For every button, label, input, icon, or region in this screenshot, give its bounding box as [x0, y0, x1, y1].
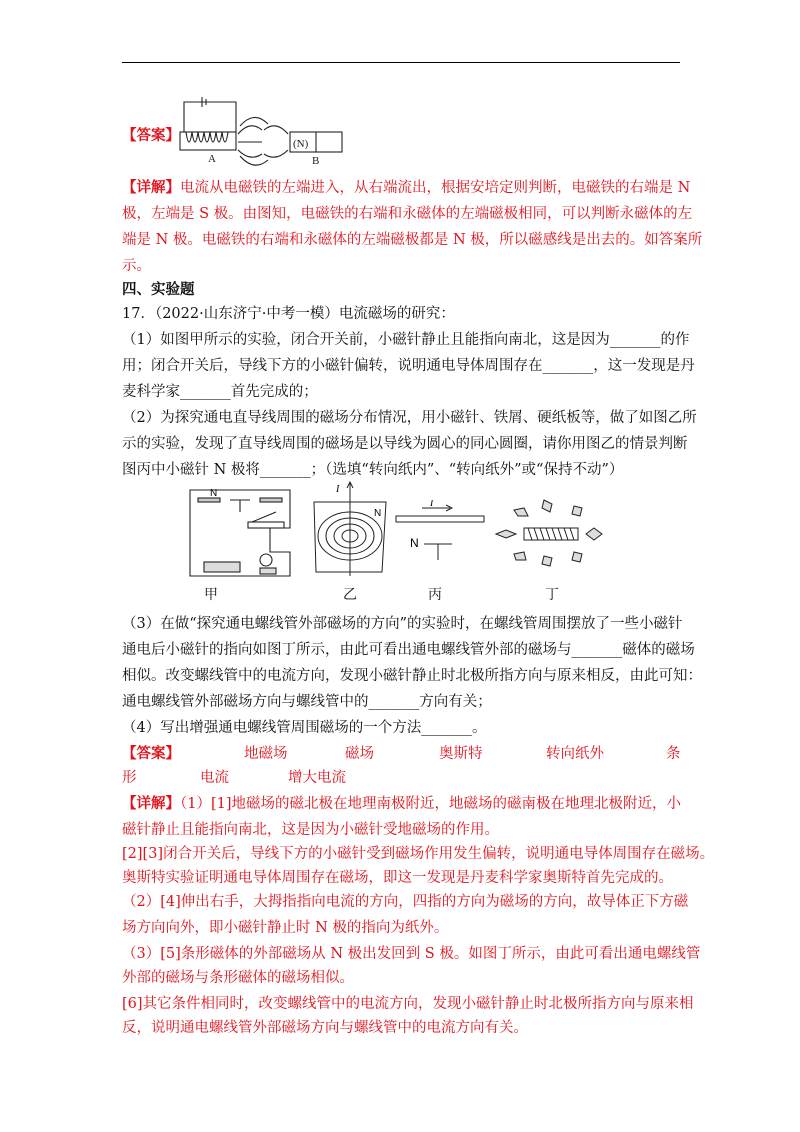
- detail-line-8: 外部的磁场与条形磁体的磁场相似。: [122, 970, 354, 986]
- fig-label-n: (N): [293, 138, 309, 150]
- answer-item-2: 磁场: [345, 746, 374, 762]
- q17-p2-line-2: 示的实验，发现了直导线周围的磁场是以导线为圆心的同心圆圈，请你用图乙的情景判断: [122, 436, 688, 452]
- detail-line-5: （2）[4]伸出右手，大拇指指向电流的方向，四指的方向为磁场的方向，故导体正下方磁: [122, 894, 689, 910]
- detail-line-9: [6]其它条件相同时，改变螺线管中的电流方向，发现小磁针静止时北极所指方向与原来相: [122, 996, 694, 1012]
- q17-p4: （4）写出增强通电螺线管周围磁场的一个方法_______。: [122, 720, 487, 736]
- answer-item-7: 增大电流: [288, 770, 346, 786]
- detail-line-6: 场方向向外，即小磁针静止时 N 极的指向为纸外。: [122, 920, 449, 936]
- caption-jia: 甲: [204, 587, 218, 603]
- answer-item-3: 奥斯特: [439, 746, 483, 762]
- figure-ding-solenoid: [494, 496, 604, 572]
- prev-detail-line-3: 端是 N 极。电磁铁的右端和永磁体的左端磁极都是 N 极，所以磁感线是出去的。如答案所: [122, 232, 703, 248]
- answer-item-1: 地磁场: [244, 746, 288, 762]
- answer-label: 【答案】: [122, 745, 180, 762]
- answer-item-4: 转向纸外: [546, 746, 604, 762]
- detail-line-3: [2][3]闭合开关后，导线下方的小磁针受到磁场作用发生偏转，说明通电导体周围存在磁场。: [122, 846, 715, 862]
- electromagnet-figure: [178, 96, 346, 166]
- q17-p1-line-2: 用；闭合开关后，导线下方的小磁针偏转，说明通电导体周围存在_______，这一发现是丹: [122, 358, 695, 374]
- question-stem: 17．（2022·山东济宁·中考一模）电流磁场的研究：: [122, 306, 455, 322]
- q17-p3-line-3: 相似。改变螺线管中的电流方向，发现小磁针静止时北极所指方向与原来相反，由此可知：: [122, 668, 702, 684]
- q17-p3-line-4: 通电螺线管外部磁场方向与螺线管中的_______方向有关；: [122, 694, 492, 710]
- q17-p1-line-3: 麦科学家_______首先完成的；: [122, 384, 318, 400]
- fig-bing-n: N: [410, 536, 419, 550]
- detail-line-2: 磁针静止且能指向南北，这是因为小磁针受地磁场的作用。: [122, 822, 499, 838]
- q17-p2-line-1: （2）为探究通电直导线周围的磁场分布情况，用小磁针、铁屑、硬纸板等，做了如图乙所: [122, 410, 697, 426]
- fig-bing-current: I: [430, 500, 434, 509]
- q17-p3-line-2: 通电后小磁针的指向如图丁所示，由此可看出通电螺线管外部的磁场与_______磁体的磁场: [122, 642, 695, 658]
- fig-label-b: B: [312, 155, 320, 166]
- fig-yi-current: I: [336, 484, 340, 495]
- q17-p1-line-1: （1）如图甲所示的实验，闭合开关前，小磁针静止且能指向南北，这是因为_______的作: [122, 332, 690, 348]
- figure-bing-wire: [392, 500, 492, 570]
- section-title: 四、实验题: [122, 281, 195, 298]
- header-rule: [122, 62, 680, 63]
- q17-p2-line-3: 图丙中小磁针 N 极将_______；（选填“转向纸内”、“转向纸外”或“保持不动”）: [122, 462, 624, 478]
- answer-item-6: 电流: [200, 770, 229, 786]
- prev-detail-line-2: 极，左端是 S 极。由图知，电磁铁的右端和永磁体的左端磁极相同，可以判断永磁体的左: [122, 206, 693, 222]
- caption-yi: 乙: [343, 587, 357, 603]
- prev-detail-line-1: 【详解】电流从电磁铁的左端进入，从右端流出，根据安培定则判断，电磁铁的右端是 N: [122, 179, 691, 196]
- detail-line-7: （3）[5]条形磁体的外部磁场从 N 极出发回到 S 极。如图丁所示，由此可看出通电螺线管: [122, 946, 701, 962]
- detail-line-10: 反，说明通电螺线管外部磁场方向与螺线管中的电流方向有关。: [122, 1020, 528, 1036]
- answer-item-5: 条: [666, 746, 681, 762]
- caption-ding: 丁: [545, 587, 559, 603]
- fig-yi-n: N: [374, 508, 382, 519]
- prev-detail-line-4: 示。: [122, 258, 151, 274]
- caption-bing: 丙: [428, 587, 442, 603]
- figure-yi-field-lines: [310, 480, 390, 576]
- fig-label-a: A: [208, 153, 216, 165]
- detail-line-4: 奥斯特实验证明通电导体周围存在磁场，即这一发现是丹麦科学家奥斯特首先完成的。: [122, 870, 673, 886]
- q17-p3-line-1: （3）在做“探究通电螺线管外部磁场的方向”的实验时，在螺线管周围摆放了一些小磁针: [122, 616, 683, 632]
- prev-answer-label: 【答案】: [122, 127, 180, 144]
- figure-jia-circuit: [180, 482, 300, 582]
- detail-line-1: 【详解】（1）[1]地磁场的磁北极在地理南极附近，地磁场的磁南极在地理北极附近，小: [122, 795, 682, 812]
- fig-jia-n: N: [210, 488, 218, 499]
- answer-item-5-cont: 形: [122, 770, 137, 786]
